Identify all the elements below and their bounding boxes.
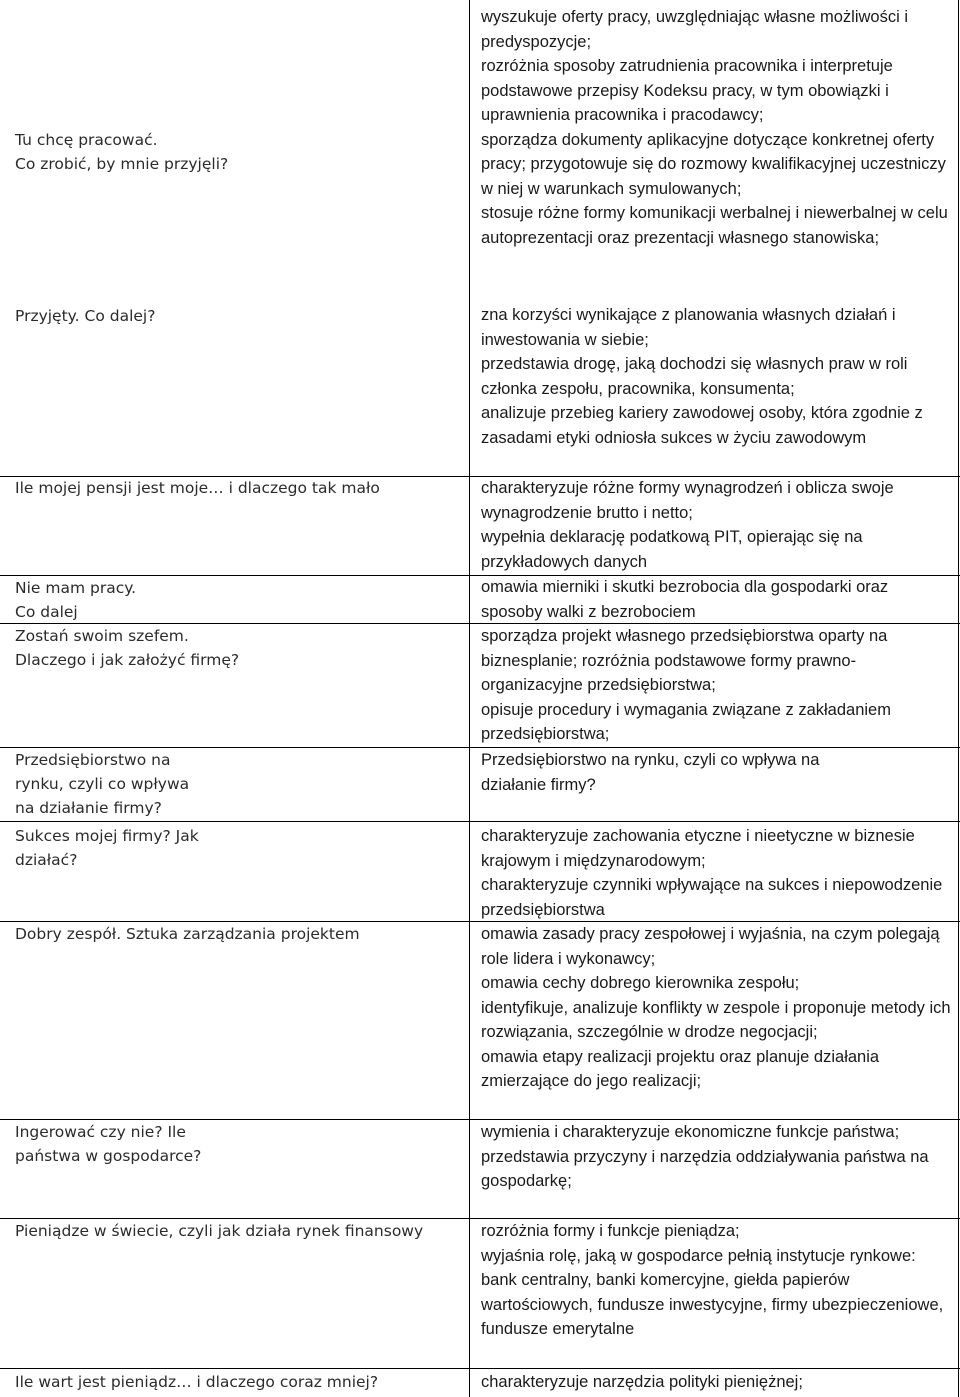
outcome-item: przedstawia drogę, jaką dochodzi się własnych praw w roli członka zespołu, pracownika, konsumenta; bbox=[481, 355, 908, 398]
outcome-item: omawia mierniki i skutki bezrobocia dla gospodarki oraz sposoby walki z bezrobociem bbox=[481, 578, 889, 621]
outcomes-cell bbox=[481, 748, 861, 797]
topic-line: Pieniądze w świecie, czyli jak działa rynek finansowy bbox=[15, 1222, 424, 1240]
outcomes-cell bbox=[481, 922, 953, 1094]
topic-line: Dobry zespół. Sztuka zarządzania projektem bbox=[15, 925, 360, 943]
outcomes-cell bbox=[481, 1219, 953, 1342]
outcome-item: charakteryzuje różne formy wynagrodzeń i oblicza swoje wynagrodzenie brutto i netto; bbox=[481, 479, 894, 522]
outcome-item: omawia etapy realizacji projektu oraz planuje działania zmierzające do jego realizacji; bbox=[481, 1047, 880, 1090]
outcome-item: przedstawia przyczyny i narzędzia oddziaływania państwa na gospodarkę; bbox=[481, 1147, 929, 1190]
topic-line: rynku, czyli co wpływa bbox=[15, 775, 190, 793]
topic-line: państwa w gospodarce? bbox=[15, 1147, 202, 1165]
topic-line: Przedsiębiorstwo na bbox=[15, 751, 171, 769]
topic-line: Ingerować czy nie? Ile bbox=[15, 1123, 186, 1141]
topic-line: Dlaczego i jak założyć firmę? bbox=[15, 651, 240, 669]
topic-cell bbox=[15, 304, 455, 328]
outcomes-cell bbox=[481, 575, 953, 624]
topic-cell bbox=[15, 576, 455, 624]
outcome-item: zna korzyści wynikające z planowania własnych działań i inwestowania w siebie; bbox=[481, 306, 896, 349]
topic-line: działać? bbox=[15, 851, 78, 869]
topic-cell bbox=[15, 624, 455, 672]
outcome-item: wyszukuje oferty pracy, uwzględniając własne możliwości i predyspozycje; bbox=[481, 8, 909, 51]
outcome-item: analizuje przebieg kariery zawodowej osoby, która zgodnie z zasadami etyki odniosła sukces w życiu zawodowym bbox=[481, 404, 923, 447]
outcomes-cell bbox=[481, 1120, 953, 1194]
outcome-item: fundusze emerytalne bbox=[481, 1320, 635, 1338]
topic-line: Ile wart jest pieniądz… i dlaczego coraz mniej? bbox=[15, 1373, 379, 1391]
outcomes-cell bbox=[481, 5, 953, 250]
outcome-item: charakteryzuje czynniki wpływające na sukces i niepowodzenie przedsiębiorstwa bbox=[481, 876, 943, 919]
outcome-item: opisuje procedury i wymagania związane z zakładaniem przedsiębiorstwa; bbox=[481, 700, 891, 743]
outcome-item: sporządza projekt własnego przedsiębiorstwa oparty na biznesplanie; rozróżnia podstawowe formy prawno-organizacyjne przedsiębiorstwa; bbox=[481, 627, 888, 694]
outcome-item: rozróżnia formy i funkcje pieniądza; bbox=[481, 1222, 740, 1240]
outcomes-cell bbox=[481, 1370, 953, 1395]
outcome-item: charakteryzuje zachowania etyczne i nieetyczne w biznesie krajowym i międzynarodowym; bbox=[481, 827, 915, 870]
topic-line: Sukces mojej firmy? Jak bbox=[15, 827, 199, 845]
topic-line: Nie mam pracy. bbox=[15, 579, 137, 597]
topic-cell bbox=[15, 922, 455, 946]
topic-line: Co zrobić, by mnie przyjęli? bbox=[15, 155, 229, 173]
topic-cell bbox=[15, 748, 455, 820]
topic-line: Co dalej bbox=[15, 603, 78, 621]
topic-cell bbox=[15, 476, 455, 500]
topic-cell bbox=[15, 1120, 455, 1168]
row-border bbox=[0, 821, 960, 822]
outcome-item: wymienia i charakteryzuje ekonomiczne funkcje państwa; bbox=[481, 1123, 900, 1141]
topic-line: Zostań swoim szefem. bbox=[15, 627, 189, 645]
outcome-item: wypełnia deklarację podatkową PIT, opierając się na przykładowych danych bbox=[481, 528, 863, 571]
topic-line: na działanie firmy? bbox=[15, 799, 162, 817]
topic-line: Przyjęty. Co dalej? bbox=[15, 307, 156, 325]
topic-cell bbox=[15, 1370, 455, 1394]
outcome-item: stosuje różne formy komunikacji werbalnej i niewerbalnej w celu autoprezentacji oraz prezentacji własnego stanowiska; bbox=[481, 204, 948, 247]
topic-cell bbox=[15, 128, 455, 176]
topic-cell bbox=[15, 1219, 455, 1243]
outcomes-cell bbox=[481, 624, 953, 747]
outcome-item: sporządza dokumenty aplikacyjne dotyczące konkretnej oferty pracy; przygotowuje się do rozmowy kwalifikacyjnej uczestniczy w niej w warunkach symulowanych; bbox=[481, 130, 946, 198]
outcome-item: omawia cechy dobrego kierownika zespołu; bbox=[481, 974, 800, 992]
outcome-item: identyfikuje, analizuje konflikty w zespole i proponuje metody ich rozwiązania, szczególnie w drodze negocjacji; bbox=[481, 998, 951, 1041]
topic-line: Tu chcę pracować. bbox=[15, 131, 158, 149]
outcome-item: omawia zasady pracy zespołowej i wyjaśnia, na czym polegają role lidera i wykonawcy; bbox=[481, 925, 940, 968]
outcome-item: rozróżnia sposoby zatrudnienia pracownika i interpretuje podstawowe przepisy Kodeksu pracy, w tym obowiązki i uprawnienia pracownika i pracodawcy; bbox=[481, 57, 893, 124]
outcome-item: charakteryzuje narzędzia polityki pieniężnej; bbox=[481, 1373, 803, 1391]
outcomes-cell bbox=[481, 824, 953, 922]
topic-line: Ile mojej pensji jest moje… i dlaczego tak mało bbox=[15, 479, 380, 497]
row-border bbox=[0, 1368, 960, 1369]
column-divider bbox=[469, 0, 470, 1397]
outcome-item: wyjaśnia rolę, jaką w gospodarce pełnią instytucje rynkowe: bank centralny, banki komercyjne, giełda papierów wartościowych, fundusze inwestycyjne, firmy ubezpieczeniowe, bbox=[481, 1246, 944, 1314]
right-border bbox=[958, 0, 959, 1397]
topic-cell bbox=[15, 824, 245, 872]
outcome-item: Przedsiębiorstwo na rynku, czyli co wpływa na działanie firmy? bbox=[481, 751, 820, 794]
outcomes-cell bbox=[481, 303, 953, 450]
outcomes-cell bbox=[481, 476, 953, 574]
